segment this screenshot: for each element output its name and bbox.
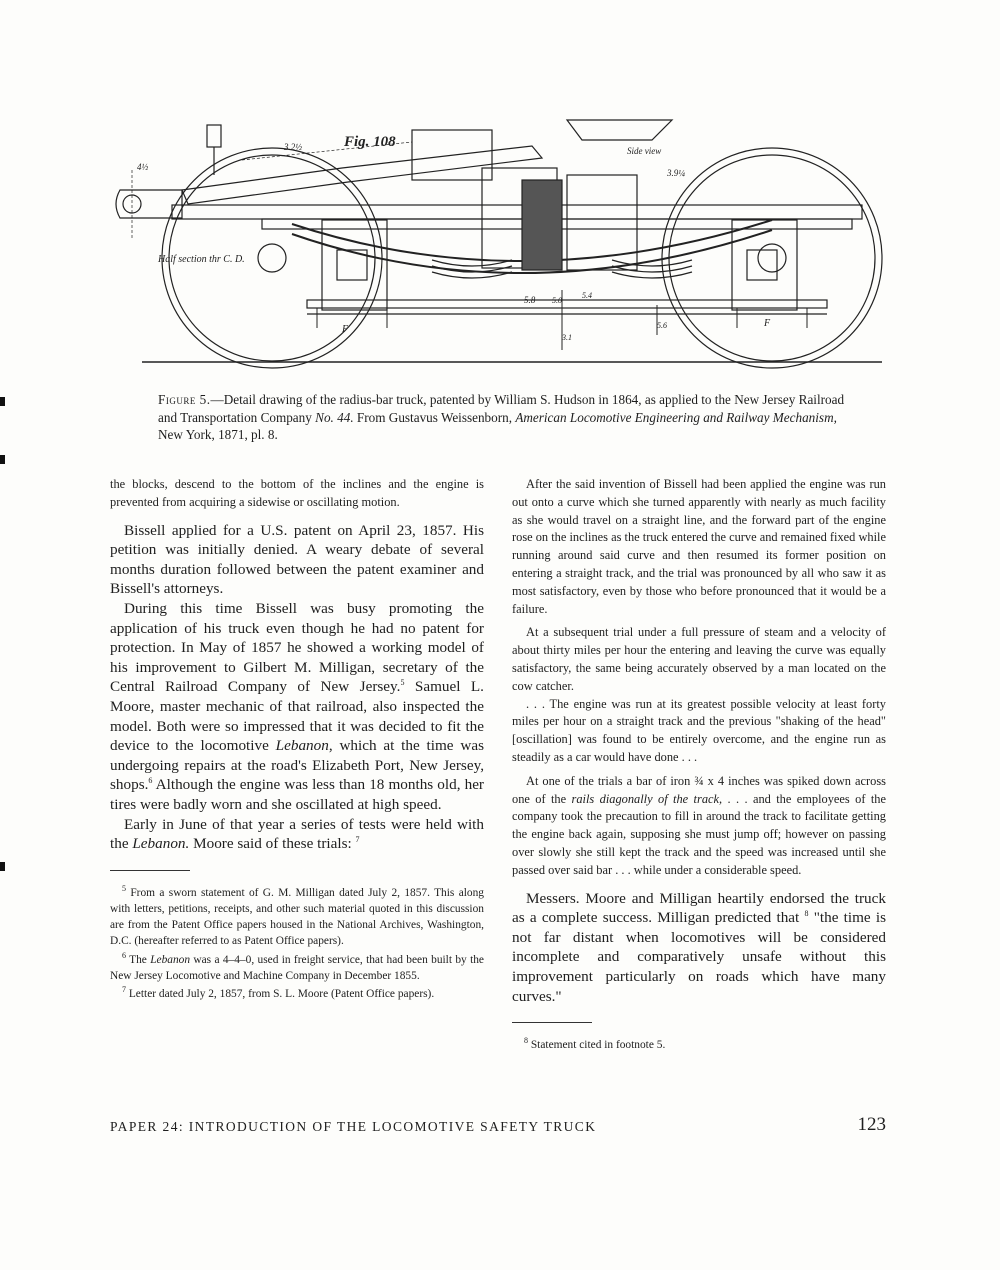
- left-column: [110, 476, 484, 1002]
- dim-center-label: 5.8: [524, 295, 536, 305]
- vertical-dim-2: 5.6: [657, 321, 667, 330]
- paragraph-5: Messers. Moore and Milligan heartily endorsed the truck as a complete success. Milligan predicted that $^8$ "the time is not far distant when locomotives will be considered incomplete and comparatively unsafe without this improvement particularly on roads which have many curves.": [512, 889, 886, 1005]
- quote-paragraph-1: After the said invention of Bissell had been applied the engine was run out onto a curve which she turned apparently with nearly as much facility as she would travel on a straight line, and the forward part of the engine rose on the inclines as the truck entered the curve and remained fixed while running around said curve and then resumed its former position on entering a straight track, and the trial was pronounced by all who saw it as most satisfactory, even by those who before pronounced that it would be a failure.: [512, 477, 886, 616]
- paragraph-4: Early in June of that year a series of tests were held with the Lebanon. Moore said of these trials: $^7$: [110, 815, 484, 853]
- f-label-left: F: [342, 324, 349, 335]
- figure-caption: [158, 391, 858, 444]
- quote-paragraph-4: At one of the trials a bar of iron ¾ x 4 inches was spiked down across one of the rails diagonally of the track, . . . and the employees of the company took the precaution to fill in around the track to facilitate getting the engine back again, supposing she must jump off; however on passing over slowly she still kept the track and the speed was increased until she passed over said bar . . . while under a considerable speed.: [512, 773, 886, 877]
- margin-mark: [0, 862, 5, 871]
- margin-mark: [0, 397, 5, 406]
- caption-italic-2: American Locomotive Engineering and Railway Mechanism,: [515, 409, 837, 425]
- vertical-dim-1: 3.1: [562, 333, 572, 342]
- right-wheel: [662, 148, 882, 368]
- f-label-right: F: [764, 318, 771, 329]
- truck-drawing: [112, 100, 892, 388]
- margin-mark: [0, 455, 5, 464]
- paragraph-3: During this time Bissell was busy promoting the application of his truck even though he had no patent for protection. In May of 1857 he showed a working model of his improvement to Gilbert M. Milligan, secretary of the Central Railroad Company of New Jersey.$^5$ Samuel L. Moore, master mechanic of that railroad, also inspected the model. Both were so impressed that it was decided to fit the device to the locomotive Lebanon, which at the time was undergoing repairs at the road's Elizabeth Port, New Jersey, shops.$^6$ Although the engine was less than 18 months old, her tires were badly worn and she oscillated at high speed.: [110, 599, 485, 813]
- block-quote: [512, 476, 886, 880]
- footnote-ref-5: 5: [400, 678, 405, 688]
- dim-right-label: 3.9¼: [667, 168, 685, 178]
- caption-label: Figure 5.: [158, 392, 211, 407]
- dim-left-label: 4½: [137, 162, 149, 172]
- dim-bottom-right-label: 5.4: [582, 291, 592, 300]
- footnote-8: $^8$ Statement cited in footnote 5.: [524, 1036, 666, 1052]
- footnote-rule-right: [512, 1022, 592, 1023]
- footnote-ref-6: 6: [148, 776, 153, 786]
- dim-bottom-left-label: 5.0: [552, 296, 562, 305]
- side-view-label: Side view: [627, 146, 662, 156]
- dim-top-label: 3.2½: [284, 142, 302, 152]
- paragraph-2: Bissell applied for a U.S. patent on April 23, 1857. His petition was initially denied. A weary debate of several months duration followed between the patent examiner and Bissell's attorneys.: [110, 521, 484, 598]
- half-section-label: Half section thr C. D.: [158, 254, 245, 265]
- running-head: PAPER 24: INTRODUCTION OF THE LOCOMOTIVE SAFETY TRUCK: [110, 1119, 597, 1134]
- footnote-rule: [110, 870, 190, 871]
- truck-drawing-figure: [112, 100, 892, 388]
- caption-text-3: New York, 1871, pl. 8.: [158, 427, 278, 442]
- footnote-6: $^6$ The Lebanon was a 4–4–0, used in freight service, that had been built by the New Jersey Locomotive and Machine Company in December 1855.: [110, 950, 484, 982]
- quote-paragraph-2: At a subsequent trial under a full pressure of steam and a velocity of about thirty miles per hour the entering and leaving the curve was equally satisfactory, the same being accurately observed by a man located on the cow catcher.: [512, 625, 886, 693]
- caption-text-1: —Detail drawing of the radius-bar truck, patented by William S. Hudson in 1864, as applied to the New Jersey Railroad and Transportation Company: [158, 392, 845, 425]
- fig-title-label: Fig. 108: [344, 134, 396, 150]
- page-number: 123: [857, 1114, 886, 1135]
- caption-text-2: From Gustavus Weissenborn,: [353, 409, 516, 425]
- caption-italic-1: No. 44.: [315, 409, 354, 425]
- paragraph-1: the blocks, descend to the bottom of the inclines and the engine is prevented from acquiring a sidewise or oscillating motion.: [110, 477, 484, 509]
- right-column: [512, 476, 886, 1053]
- footnote-ref-8: 8: [804, 909, 809, 919]
- footnote-7: $^7$ Letter dated July 2, 1857, from S. L. Moore (Patent Office papers).: [122, 985, 435, 1000]
- quote-paragraph-3: . . . The engine was run at its greatest possible velocity at least forty miles per hour on a straight track and the previous "shaking of the head" [oscillation] was found to be entirely overcome, and the engine run as steadily as a car would have done . . .: [512, 696, 886, 764]
- footnote-ref-7: 7: [355, 835, 360, 845]
- footnote-5: $^5$ From a sworn statement of G. M. Milligan dated July 2, 1857. This along with letters, petitions, receipts, and other such material quoted in this discussion are from the Patent Office papers housed in the National Archives, Washington, D.C. (hereafter referred to as Patent Office papers).: [110, 883, 484, 948]
